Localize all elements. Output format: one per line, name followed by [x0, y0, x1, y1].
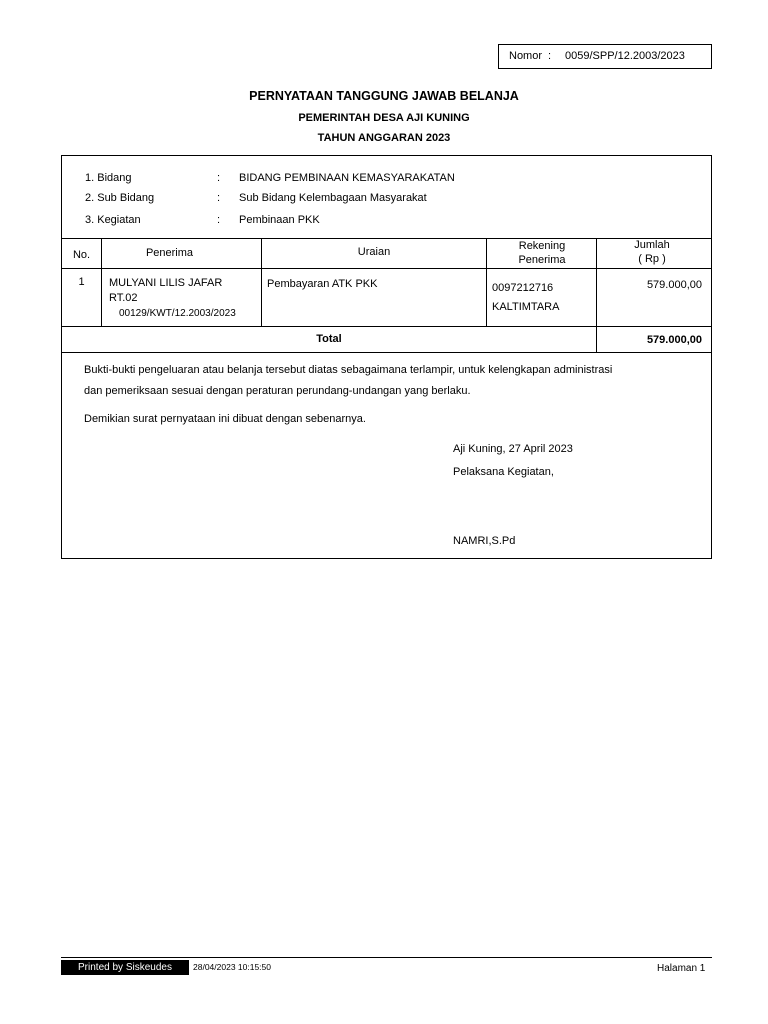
- main-frame: [61, 155, 712, 559]
- info-value: BIDANG PEMBINAAN KEMASYARAKATAN: [239, 172, 455, 184]
- header-rekening: [487, 239, 597, 267]
- statement-line-2: dan pemeriksaan sesuai dengan peraturan perundang-undangan yang berlaku.: [84, 385, 471, 397]
- print-timestamp: 28/04/2023 10:15:50: [193, 962, 271, 972]
- document-subtitle: PEMERINTAH DESA AJI KUNING: [298, 112, 470, 124]
- document-title: PERNYATAAN TANGGUNG JAWAB BELANJA: [249, 89, 519, 103]
- table-header-border: [61, 268, 712, 269]
- statement-line-3: Demikian surat pernyataan ini dibuat dengan sebenarnya.: [84, 413, 366, 425]
- nomor-colon: :: [548, 50, 552, 62]
- table-row-border: [61, 326, 712, 327]
- info-value: Pembinaan PKK: [239, 214, 320, 226]
- footer-divider: [61, 957, 712, 958]
- info-key: 1. Bidang: [85, 172, 132, 184]
- info-key: 2. Sub Bidang: [85, 192, 155, 204]
- header-no-label: No.: [72, 249, 91, 261]
- info-colon: :: [217, 192, 221, 204]
- rekening-bank: KALTIMTARA: [492, 301, 560, 313]
- header-penerima: Penerima: [145, 247, 194, 259]
- header-rekening-line2: Penerima: [518, 254, 566, 266]
- header-no: [62, 248, 101, 262]
- table-total-border: [61, 352, 712, 353]
- header-uraian: Uraian: [357, 246, 391, 258]
- budget-year: TAHUN ANGGARAN 2023: [317, 132, 451, 144]
- nomor-label: Nomor: [509, 50, 543, 62]
- printed-by-badge: Printed by Siskeudes: [61, 960, 189, 975]
- row-uraian: Pembayaran ATK PKK: [267, 278, 378, 290]
- total-label: Total: [316, 333, 342, 345]
- signature-name: NAMRI,S.Pd: [453, 535, 516, 547]
- info-value: Sub Bidang Kelembagaan Masyarakat: [239, 192, 427, 204]
- nomor-value: 0059/SPP/12.2003/2023: [565, 50, 685, 62]
- header-rekening-line1: Rekening: [518, 240, 566, 252]
- info-colon: :: [217, 214, 221, 226]
- row-no: 1: [78, 276, 85, 288]
- penerima-name: MULYANI LILIS JAFAR: [109, 277, 223, 289]
- info-colon: :: [217, 172, 221, 184]
- signature-role: Pelaksana Kegiatan,: [453, 466, 554, 478]
- signature-place-date: Aji Kuning, 27 April 2023: [453, 443, 573, 455]
- penerima-kwitansi: 00129/KWT/12.2003/2023: [119, 308, 236, 319]
- rekening-number: 0097212716: [492, 282, 554, 294]
- statement-line-1: Bukti-bukti pengeluaran atau belanja tersebut diatas sebagaimana terlampir, untuk kelengkapan administrasi: [84, 364, 613, 376]
- info-key: 3. Kegiatan: [85, 214, 141, 226]
- page-number: Halaman 1: [657, 963, 706, 974]
- header-jumlah-line2: ( Rp ): [638, 253, 666, 265]
- penerima-rt: RT.02: [109, 292, 138, 304]
- row-penerima: [109, 276, 236, 321]
- row-rekening: [492, 279, 559, 317]
- total-value: 579.000,00: [646, 334, 702, 346]
- header-jumlah-line1: Jumlah: [634, 239, 670, 251]
- header-jumlah: [597, 238, 707, 266]
- document-number-box: [498, 44, 712, 69]
- row-jumlah: 579.000,00: [646, 279, 702, 291]
